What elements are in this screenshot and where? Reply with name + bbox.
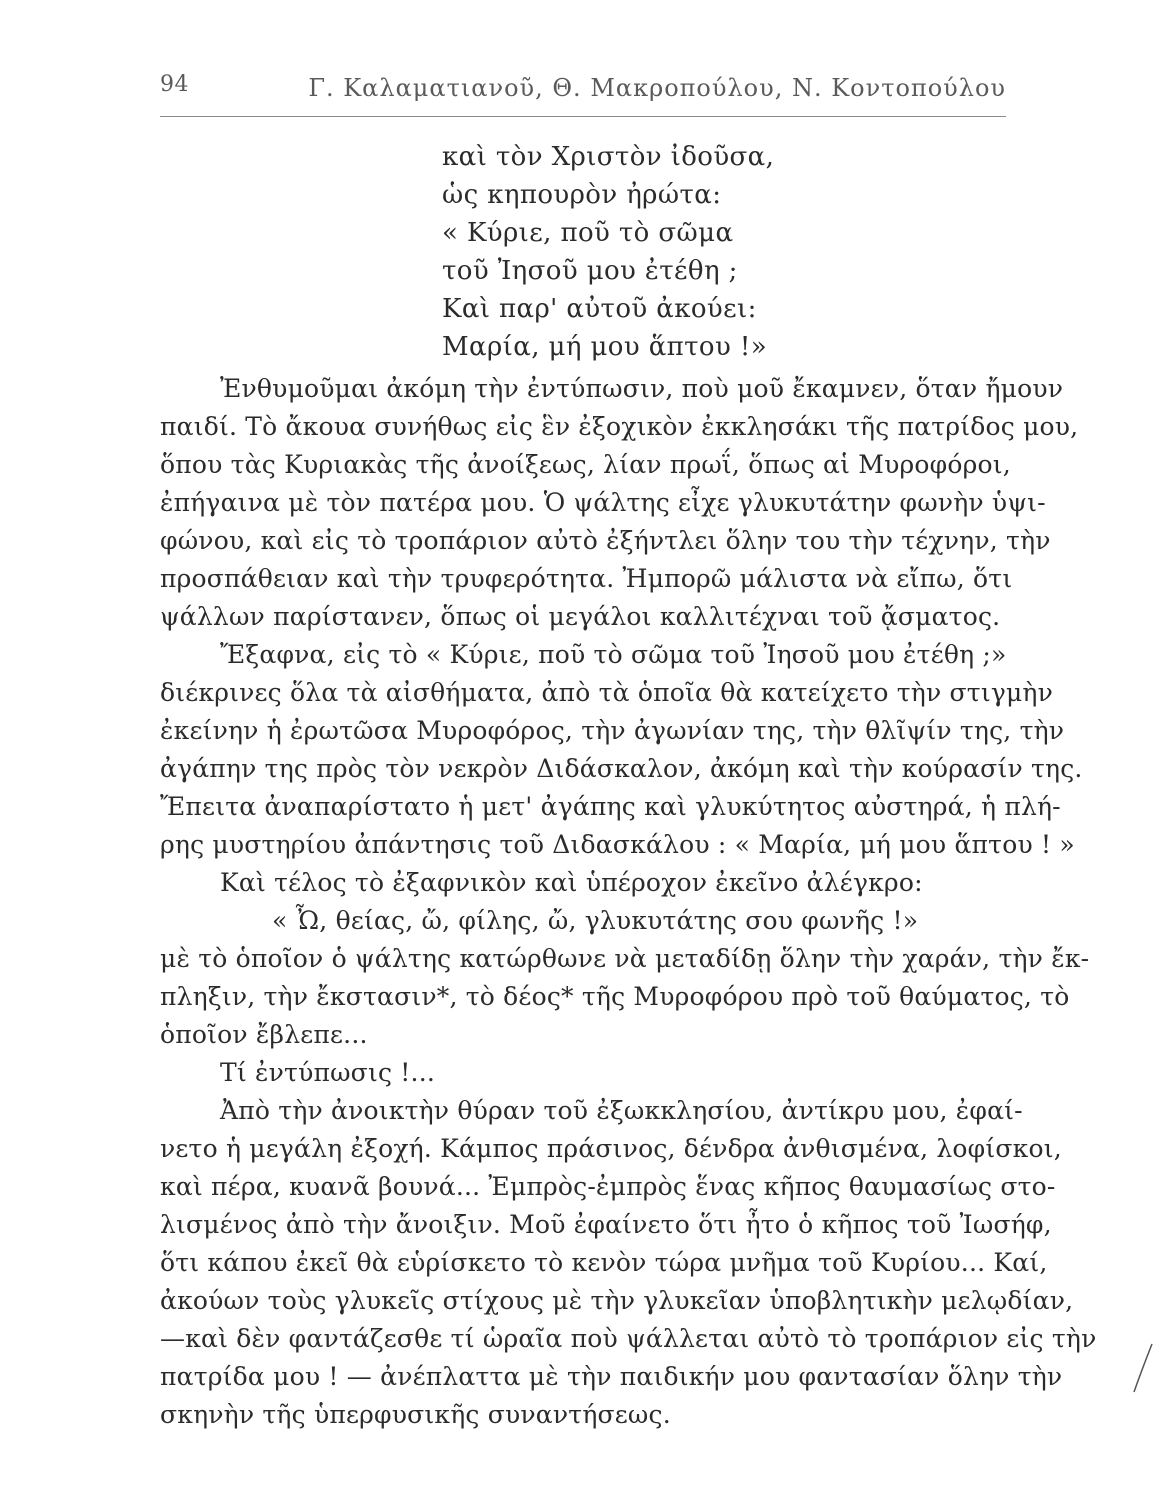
paragraph-2-line: Ἔπειτα ἀναπαρίστατο ἡ μετ' ἀγάπης καὶ γλυκύτητος αὐστηρά, ἡ πλή- [160,792,1061,821]
paragraph-2-line: διέκρινες ὅλα τὰ αἰσθήματα, ἀπὸ τὰ ὁποῖα θὰ κατείχετο τὴν στιγμὴν [160,678,1053,707]
verse-line: τοῦ Ἰησοῦ μου ἐτέθη ; [442,256,738,286]
paragraph-4-line: ὁποῖον ἔβλεπε... [160,1020,368,1049]
paragraph-1-line: Ἐνθυμοῦμαι ἀκόμη τὴν ἐντύπωσιν, ποὺ μοῦ ἔκαμνεν, ὅταν ἤμουν [220,374,1064,403]
page-number: 94 [160,72,189,97]
paragraph-2-line: ρης μυστηρίου ἀπάντησις τοῦ Διδασκάλου : « Μαρία, μή μου ἅπτου ! » [160,830,1075,859]
paragraph-5-line: Τί ἐντύπωσις !... [220,1058,435,1087]
verse-line: « Κύριε, ποῦ τὸ σῶμα [442,218,734,248]
paragraph-6-line: σκηνὴν τῆς ὑπερφυσικῆς συναντήσεως. [160,1400,671,1429]
paragraph-2-line: ἀγάπην της πρὸς τὸν νεκρὸν Διδάσκαλον, ἀκόμη καὶ τὴν κούρασίν της. [160,754,1083,783]
verse-line: καὶ τὸν Χριστὸν ἰδοῦσα, [442,142,775,172]
header-rule [160,116,1006,117]
hymn-verse [442,138,1002,366]
body-text [160,370,1097,1434]
verse-line: ὡς κηπουρὸν ἠρώτα: [442,180,722,210]
paragraph-1-line: ψάλλων παρίστανεν, ὅπως οἱ μεγάλοι καλλιτέχναι τοῦ ᾄσματος. [160,602,1001,631]
paragraph-1-line: φώνου, καὶ εἰς τὸ τροπάριον αὐτὸ ἐξήντλει ὅλην του τὴν τέχνην, τὴν [160,526,1051,555]
paragraph-6-line: νετο ἡ μεγάλη ἐξοχή. Κάμπος πράσινος, δένδρα ἀνθισμένα, λοφίσκοι, [160,1134,1062,1163]
paragraph-1-line: παιδί. Τὸ ἄκουα συνήθως εἰς ἓν ἐξοχικὸν ἐκκλησάκι τῆς πατρίδος μου, [160,412,1079,441]
paragraph-4-line: πληξιν, τὴν ἔκστασιν*, τὸ δέος* τῆς Μυροφόρου πρὸ τοῦ θαύματος, τὸ [160,982,1070,1011]
paragraph-6-line: λισμένος ἀπὸ τὴν ἄνοιξιν. Μοῦ ἐφαίνετο ὅτι ἦτο ὁ κῆπος τοῦ Ἰωσήφ, [160,1210,1052,1239]
paragraph-6-line: πατρίδα μου ! — ἀνέπλαττα μὲ τὴν παιδικήν μου φαντασίαν ὅλην τὴν [160,1362,1063,1391]
paragraph-6-line: ἀκούων τοὺς γλυκεῖς στίχους μὲ τὴν γλυκεῖαν ὑποβλητικὴν μελῳδίαν, [160,1286,1074,1315]
page-header [160,62,1006,108]
paragraph-6-line: Ἀπὸ τὴν ἀνοικτὴν θύραν τοῦ ἐξωκκλησίου, ἀντίκρυ μου, ἐφαί- [220,1096,1023,1125]
verse-line: Μαρία, μή μου ἅπτου !» [442,332,768,362]
paragraph-6-line: καὶ πέρα, κυανᾶ βουνά... Ἐμπρὸς-ἐμπρὸς ἕνας κῆπος θαυμασίως στο- [160,1172,1056,1201]
paragraph-1-line: ὅπου τὰς Κυριακὰς τῆς ἀνοίξεως, λίαν πρωΐ, ὅπως αἱ Μυροφόροι, [160,450,1011,479]
quoted-verse: « Ὦ, θείας, ὤ, φίλης, ὤ, γλυκυτάτης σου φωνῆς !» [272,906,919,935]
paragraph-1-line: ἐπήγαινα μὲ τὸν πατέρα μου. Ὁ ψάλτης εἶχε γλυκυτάτην φωνὴν ὑψι- [160,488,1046,517]
paragraph-2-line: Ἔξαφνα, εἰς τὸ « Κύριε, ποῦ τὸ σῶμα τοῦ Ἰησοῦ μου ἐτέθη ;» [220,640,1007,669]
paragraph-1-line: προσπάθειαν καὶ τὴν τρυφερότητα. Ἠμπορῶ μάλιστα νὰ εἴπω, ὅτι [160,564,1013,593]
paragraph-2-line: ἐκείνην ἡ ἐρωτῶσα Μυροφόρος, τὴν ἀγωνίαν της, τὴν θλῖψίν της, τὴν [160,716,1065,745]
paragraph-4-line: μὲ τὸ ὁποῖον ὁ ψάλτης κατώρθωνε νὰ μεταδίδῃ ὅλην τὴν χαράν, τὴν ἔκ- [160,944,1090,973]
paragraph-6-line: —καὶ δὲν φαντάζεσθε τί ὡραῖα ποὺ ψάλλεται αὐτὸ τὸ τροπάριον εἰς τὴν [160,1324,1097,1353]
paragraph-3-line: Καὶ τέλος τὸ ἐξαφνικὸν καὶ ὑπέροχον ἐκεῖνο ἀλέγκρο: [220,868,923,897]
running-head: Γ. Καλαματιανοῦ, Θ. Μακροπούλου, Ν. Κοντοπούλου [308,74,1006,102]
pencil-mark-icon [1122,1340,1162,1400]
paragraph-6-line: ὅτι κάπου ἐκεῖ θὰ εὑρίσκετο τὸ κενὸν τώρα μνῆμα τοῦ Κυρίου... Καί, [160,1248,1048,1277]
verse-line: Καὶ παρ' αὐτοῦ ἀκούει: [442,294,757,324]
